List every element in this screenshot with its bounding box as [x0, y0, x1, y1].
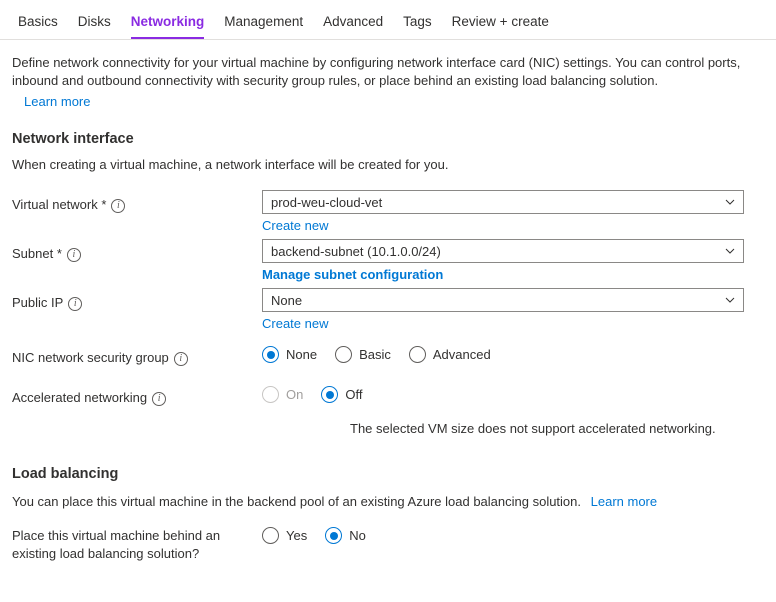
- wizard-tabs: [0, 0, 776, 40]
- load-balancing-description-wrap: [0, 482, 776, 509]
- info-icon[interactable]: i: [174, 352, 188, 366]
- network-interface-description: When creating a virtual machine, a network interface will be created for you.: [12, 157, 449, 172]
- intro-text: Define network connectivity for your virtual machine by configuring network interface card (NIC) settings. You can control ports, inbound and outbound connectivity with security group rules, or place behind an existing load balancing solution.: [12, 55, 741, 88]
- load-balancing-radio-group: [262, 527, 744, 544]
- subnet-value: backend-subnet (10.1.0.0/24): [271, 243, 441, 259]
- intro-learn-more-link[interactable]: Learn more: [24, 94, 91, 109]
- row-subnet: [12, 239, 764, 282]
- radio-icon: [409, 346, 426, 363]
- manage-subnet-configuration-link[interactable]: Manage subnet configuration: [262, 267, 444, 282]
- load-balancing-description: You can place this virtual machine in the backend pool of an existing Azure load balancing solution.: [12, 494, 582, 509]
- nsg-option-basic[interactable]: [335, 346, 391, 363]
- accelerated-networking-option-off-label: Off: [345, 387, 363, 402]
- tab-disks[interactable]: Disks: [77, 14, 111, 29]
- tab-tags[interactable]: Tags: [403, 14, 432, 29]
- tab-review-create[interactable]: Review + create: [451, 14, 549, 29]
- subnet-select[interactable]: [262, 239, 744, 263]
- nsg-field: [262, 343, 744, 363]
- public-ip-value: None: [271, 292, 303, 308]
- load-balancing-option-no[interactable]: [325, 527, 366, 544]
- tab-basics[interactable]: Basics: [18, 14, 58, 29]
- load-balancing-option-yes-label: Yes: [286, 528, 308, 543]
- info-icon[interactable]: i: [111, 199, 125, 213]
- nsg-option-none[interactable]: [262, 346, 317, 363]
- nsg-option-basic-label: Basic: [359, 347, 391, 362]
- load-balancing-field: [262, 527, 744, 544]
- load-balancing-option-yes[interactable]: [262, 527, 307, 544]
- public-ip-label-wrap: [12, 288, 262, 312]
- accelerated-networking-label: Accelerated networking: [12, 390, 148, 405]
- accelerated-networking-radio-group: [262, 383, 744, 403]
- tab-networking[interactable]: Networking: [121, 8, 215, 39]
- virtual-network-select[interactable]: [262, 190, 744, 214]
- virtual-network-label-wrap: [12, 190, 262, 214]
- nsg-label-wrap: [12, 343, 262, 367]
- tab-management[interactable]: Management: [224, 14, 304, 29]
- subnet-label-wrap: [12, 239, 262, 263]
- nsg-option-advanced[interactable]: [409, 346, 491, 363]
- virtual-network-label: Virtual network *: [12, 197, 107, 212]
- accelerated-networking-note: The selected VM size does not support accelerated networking.: [350, 421, 716, 436]
- radio-icon: [262, 527, 279, 544]
- radio-icon: [321, 386, 338, 403]
- accelerated-networking-field: [262, 383, 744, 403]
- row-nic-nsg: [12, 343, 764, 367]
- nsg-option-advanced-label: Advanced: [432, 347, 491, 362]
- public-ip-label: Public IP: [12, 295, 64, 310]
- radio-icon: [335, 346, 352, 363]
- radio-icon: [325, 527, 342, 544]
- subnet-label: Subnet *: [12, 246, 62, 261]
- chevron-down-icon: [725, 295, 735, 305]
- virtual-network-field: [262, 190, 744, 233]
- virtual-network-create-new-link[interactable]: Create new: [262, 218, 329, 233]
- row-virtual-network: [12, 190, 764, 233]
- network-interface-heading: Network interface: [12, 131, 134, 147]
- load-balancing-heading: Load balancing: [12, 466, 119, 482]
- nsg-label: NIC network security group: [12, 350, 169, 365]
- radio-icon: [262, 386, 279, 403]
- info-icon[interactable]: i: [67, 248, 81, 262]
- public-ip-create-new-link[interactable]: Create new: [262, 316, 329, 331]
- load-balancing-learn-more-link[interactable]: Learn more: [590, 494, 658, 509]
- nsg-option-none-label: None: [286, 347, 318, 362]
- subnet-field: [262, 239, 744, 282]
- public-ip-select[interactable]: [262, 288, 744, 312]
- virtual-network-value: prod-weu-cloud-vet: [271, 194, 383, 210]
- row-public-ip: [12, 288, 764, 331]
- info-icon[interactable]: i: [68, 297, 82, 311]
- radio-icon: [262, 346, 279, 363]
- network-interface-form: [0, 172, 776, 407]
- row-load-balancing-question: [0, 509, 776, 563]
- chevron-down-icon: [725, 246, 735, 256]
- row-accelerated-networking: [12, 383, 764, 407]
- info-icon[interactable]: i: [152, 392, 166, 406]
- accelerated-networking-option-off[interactable]: [321, 386, 362, 403]
- load-balancing-question-label: Place this virtual machine behind an existing load balancing solution?: [12, 528, 221, 561]
- nsg-radio-group: [262, 343, 744, 363]
- accelerated-networking-option-on-label: On: [286, 387, 304, 402]
- tab-advanced[interactable]: Advanced: [323, 14, 384, 29]
- chevron-down-icon: [725, 197, 735, 207]
- load-balancing-option-no-label: No: [349, 528, 366, 543]
- accelerated-networking-label-wrap: [12, 383, 262, 407]
- accelerated-networking-option-on: [262, 386, 303, 403]
- public-ip-field: [262, 288, 744, 331]
